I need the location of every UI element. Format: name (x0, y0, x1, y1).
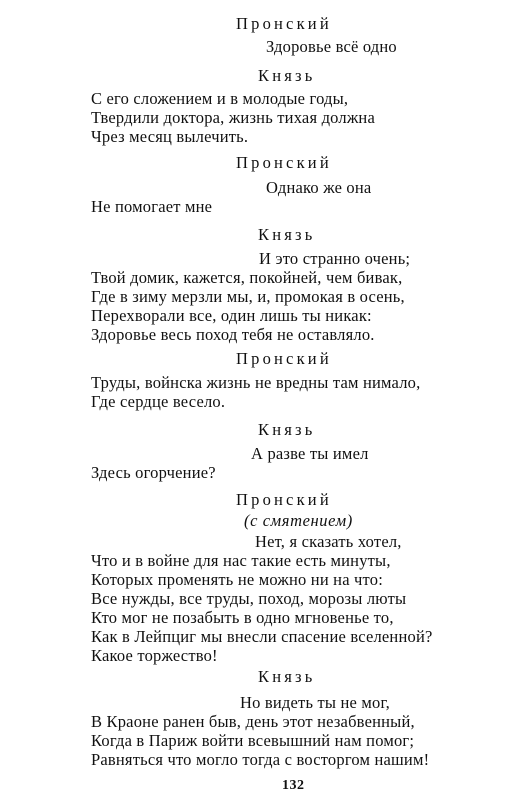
verse-line: Твой домик, кажется, покойней, чем бивак, (91, 268, 403, 287)
verse-line: Кто мог не позабыть в одно мгновенье то, (91, 608, 394, 627)
verse-line: Но видеть ты не мог, (240, 693, 390, 712)
verse-line: Которых променять не можно ни на что: (91, 570, 383, 589)
speaker-name: Князь (258, 66, 316, 85)
verse-line: Равняться что могло тогда с восторгом нашим! (91, 750, 430, 769)
verse-line: Перехворали все, один лишь ты никак: (91, 306, 372, 325)
speaker-name: Пронский (236, 153, 332, 172)
speaker-name: Пронский (236, 14, 332, 33)
verse-line: Где сердце весело. (91, 392, 226, 411)
verse-line: Когда в Париж войти всевышний нам помог; (91, 731, 415, 750)
verse-line: Что и в войне для нас такие есть минуты, (91, 551, 391, 570)
verse-line: И это странно очень; (259, 249, 411, 268)
verse-line: Здоровье всё одно (266, 37, 397, 56)
speaker-name: Пронский (236, 490, 332, 509)
verse-line: Труды, войнска жизнь не вредны там нимало, (91, 373, 421, 392)
verse-line: Однако же она (266, 178, 372, 197)
verse-line: Чрез месяц вылечить. (91, 127, 249, 146)
page-number: 132 (282, 778, 305, 793)
verse-line: Здоровье весь поход тебя не оставляло. (91, 325, 375, 344)
verse-line: В Краоне ранен быв, день этот незабвенный, (91, 712, 415, 731)
verse-line: Здесь огорчение? (91, 463, 216, 482)
verse-line: Какое торжество! (91, 646, 218, 665)
speaker-name: Князь (258, 420, 316, 439)
verse-line: Как в Лейпциг мы внесли спасение вселенной? (91, 627, 433, 646)
verse-line: А разве ты имел (251, 444, 369, 463)
verse-line: Все нужды, все труды, поход, морозы люты (91, 589, 407, 608)
speaker-name: Князь (258, 225, 316, 244)
speaker-name: Пронский (236, 349, 332, 368)
verse-line: Нет, я сказать хотел, (255, 532, 402, 551)
verse-line: Где в зиму мерзли мы, и, промокая в осень, (91, 287, 405, 306)
speaker-name: Князь (258, 667, 316, 686)
verse-line: Твердили доктора, жизнь тихая должна (91, 108, 375, 127)
stage-direction: (с смятением) (244, 511, 353, 530)
verse-line: Не помогает мне (91, 197, 213, 216)
verse-line: С его сложением и в молодые годы, (91, 89, 349, 108)
